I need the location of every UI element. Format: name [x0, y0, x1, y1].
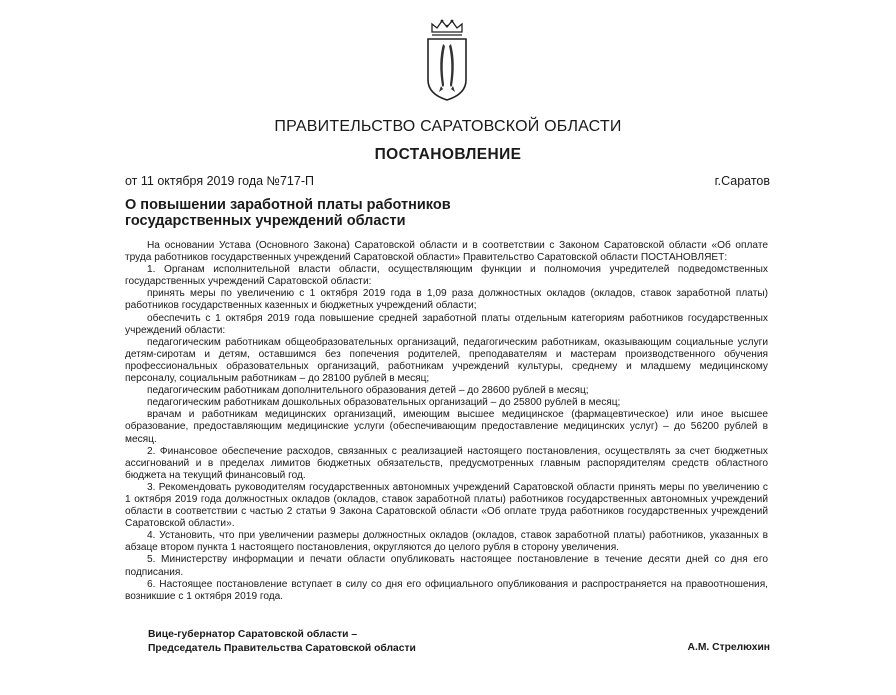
signatory-title	[148, 628, 416, 656]
body-paragraph: 2. Финансовое обеспечение расходов, связанных с реализацией настоящего постановления, осуществлять за счет бюджетных ассигнований и в пределах лимитов бюджетных обязательств, предусмотренных главным распорядителям средств областного бюджета на текущий финансовый год.	[125, 445, 768, 481]
document-subject	[125, 197, 685, 229]
body-paragraph: 4. Установить, что при увеличении размеры должностных окладов (окладов, ставок заработной платы) работников, указанных в абзаце втором пункта 1 настоящего постановления, округляются до целого рубля в сторону увеличения.	[125, 530, 768, 554]
body-paragraph: 1. Органам исполнительной власти области, осуществляющим функции и полномочия учредителей подведомственных государственных учреждений Саратовской области:	[125, 264, 768, 288]
body-paragraph: обеспечить с 1 октября 2019 года повышение средней заработной платы отдельным категориям работников государственных учреждений области:	[125, 312, 768, 336]
body-paragraph: педагогическим работникам дополнительного образования детей – до 28600 рублей в месяц;	[147, 385, 589, 397]
body-paragraph: На основании Устава (Основного Закона) Саратовской области и в соответствии с Законом Саратовской области «Об оплате труда работников государственных учреждений Саратовской области» Правительство Саратовской области ПОСТАНОВЛЯЕТ:	[125, 240, 768, 264]
document-body	[125, 240, 768, 603]
body-paragraph: педагогическим работникам общеобразовательных организаций, педагогическим работникам, оказывающим социальные услуги детям-сиротам и детям, оставшимся без попечения родителей, преподавателям и мастерам производственного обучения профессиональных образовательных организаций, работникам учреждений культуры, среднему и младшему медицинскому персоналу, социальным работникам – до 28100 рублей в месяц;	[125, 336, 768, 385]
subject-line-1: О повышении заработной платы работников	[125, 197, 451, 213]
body-paragraph: 3. Рекомендовать руководителям государственных автономных учреждений Саратовской области принять меры по увеличению с 1 октября 2019 года должностных окладов (окладов, ставок заработной платы) работников государственных автономных учреждений области в соответствии с частью 2 статьи 9 Закона Саратовской области «Об оплате труда работников государственных учреждений Саратовской области».	[125, 481, 768, 530]
body-paragraph: педагогическим работникам дошкольных образовательных организаций – до 25800 рублей в месяц;	[147, 397, 621, 409]
document-type: ПОСТАНОВЛЕНИЕ	[374, 146, 522, 163]
body-paragraph: 5. Министерству информации и печати области опубликовать настоящее постановление в течение десяти дней со дня его подписания.	[125, 554, 768, 578]
body-paragraph: принять меры по увеличению с 1 октября 2019 года в 1,09 раза должностных окладов (окладов, ставок заработной платы) работников государственных казенных и бюджетных учреждений области;	[125, 288, 768, 312]
signatory-title-line-2: Председатель Правительства Саратовской области	[148, 643, 416, 654]
government-title: ПРАВИТЕЛЬСТВО САРАТОВСКОЙ ОБЛАСТИ	[274, 118, 622, 135]
coat-of-arms-emblem	[423, 18, 471, 104]
document-date-number: от 11 октября 2019 года №717-П	[125, 174, 314, 188]
subject-line-2: государственных учреждений области	[125, 213, 406, 229]
signatory-name: А.М. Стрелюхин	[687, 642, 770, 653]
body-paragraph: врачам и работникам медицинских организаций, имеющим высшее медицинское (фармацевтическое) или иное высшее образование, предоставляющим медицинские услуги (обеспечивающим предоставление медицинских услуг) – до 56200 рублей в месяц.	[125, 409, 768, 445]
body-paragraph: 6. Настоящее постановление вступает в силу со дня его официального опубликования и распространяется на правоотношения, возникшие с 1 октября 2019 года.	[125, 578, 768, 602]
signatory-title-line-1: Вице-губернатор Саратовской области –	[148, 629, 358, 640]
document-city: г.Саратов	[714, 174, 770, 188]
